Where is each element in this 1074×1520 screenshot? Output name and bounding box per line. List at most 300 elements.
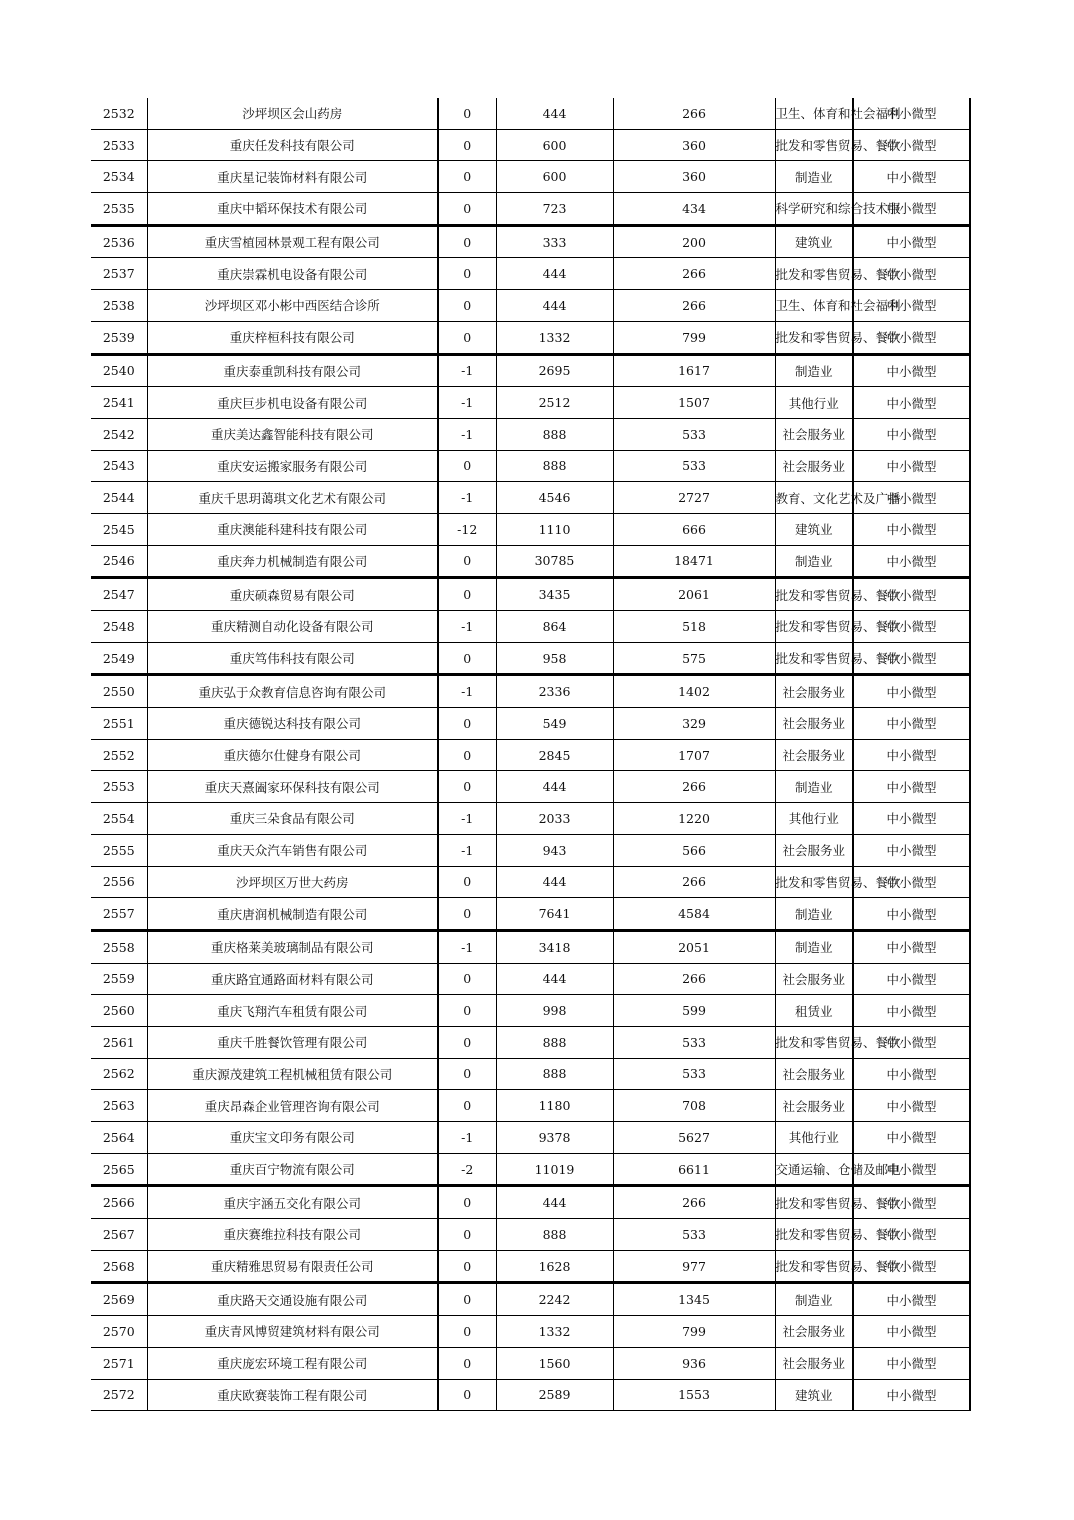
value-a-cell: 2589 — [496, 1379, 613, 1411]
change-count-cell: 0 — [438, 98, 496, 129]
change-count-cell: -1 — [438, 834, 496, 866]
value-b-cell: 266 — [613, 963, 775, 995]
company-name-cell: 重庆路天交通设施有限公司 — [147, 1283, 438, 1316]
value-a-cell: 444 — [496, 771, 613, 803]
industry-cell — [775, 642, 901, 675]
change-count-cell: -12 — [438, 513, 496, 545]
row-number-cell: 2567 — [91, 1219, 147, 1251]
table-row — [91, 545, 970, 578]
value-a-cell: 958 — [496, 642, 613, 675]
enterprise-size-cell: 中小微型 — [853, 129, 970, 161]
change-count-cell: 0 — [438, 739, 496, 771]
change-count-cell: 0 — [438, 578, 496, 611]
value-a-cell: 888 — [496, 450, 613, 482]
industry-cell — [775, 930, 853, 963]
row-number-cell: 2556 — [91, 866, 147, 898]
enterprise-size-cell: 中小微型 — [853, 1379, 970, 1411]
enterprise-size-cell: 中小微型 — [853, 1250, 970, 1283]
row-number-cell: 2563 — [91, 1090, 147, 1122]
company-name-cell: 重庆笃伟科技有限公司 — [147, 642, 438, 675]
change-count-cell: -1 — [438, 482, 496, 514]
industry-cell — [775, 450, 853, 482]
value-b-cell: 1617 — [613, 354, 775, 387]
value-a-cell: 1560 — [496, 1347, 613, 1379]
row-number-cell: 2553 — [91, 771, 147, 803]
value-b-cell: 5627 — [613, 1122, 775, 1154]
value-b-cell: 266 — [613, 866, 775, 898]
enterprise-size-cell: 中小微型 — [853, 1316, 970, 1348]
industry-text: 社会服务业 — [782, 1324, 845, 1340]
change-count-cell: 0 — [438, 1219, 496, 1251]
value-b-cell: 533 — [613, 450, 775, 482]
enterprise-size-cell: 中小微型 — [853, 995, 970, 1027]
table-row — [91, 1347, 970, 1379]
company-name-cell: 重庆千胜餐饮管理有限公司 — [147, 1026, 438, 1058]
industry-cell — [775, 1283, 853, 1316]
table-row — [91, 482, 970, 514]
industry-text: 批发和零售贸易、餐饮 — [775, 1035, 901, 1051]
value-a-cell: 888 — [496, 1219, 613, 1251]
value-b-cell: 666 — [613, 513, 775, 545]
value-a-cell: 7641 — [496, 898, 613, 931]
industry-cell — [775, 98, 901, 129]
change-count-cell: 0 — [438, 1283, 496, 1316]
enterprise-size-cell: 中小微型 — [853, 161, 970, 193]
table-row — [91, 898, 970, 931]
industry-cell — [775, 739, 853, 771]
industry-text: 批发和零售贸易、餐饮 — [775, 138, 901, 154]
company-name-cell: 重庆德锐达科技有限公司 — [147, 708, 438, 740]
value-b-cell: 533 — [613, 1058, 775, 1090]
company-name-cell: 重庆三朵食品有限公司 — [147, 803, 438, 835]
industry-cell — [775, 354, 853, 387]
industry-cell — [775, 258, 901, 290]
industry-text: 社会服务业 — [782, 1066, 845, 1082]
table-row — [91, 708, 970, 740]
value-a-cell: 1628 — [496, 1250, 613, 1283]
row-number-cell: 2564 — [91, 1122, 147, 1154]
enterprise-size-cell: 中小微型 — [853, 418, 970, 450]
industry-cell — [775, 803, 853, 835]
industry-text: 批发和零售贸易、餐饮 — [775, 651, 901, 667]
value-b-cell: 599 — [613, 995, 775, 1027]
industry-text: 批发和零售贸易、餐饮 — [775, 619, 901, 635]
change-count-cell: 0 — [438, 963, 496, 995]
industry-text: 批发和零售贸易、餐饮 — [775, 587, 901, 603]
enterprise-size-cell: 中小微型 — [853, 1347, 970, 1379]
company-name-cell: 重庆欧赛装饰工程有限公司 — [147, 1379, 438, 1411]
value-b-cell: 2051 — [613, 930, 775, 963]
company-name-cell: 沙坪坝区邓小彬中西医结合诊所 — [147, 290, 438, 322]
value-b-cell: 1507 — [613, 387, 775, 419]
company-name-cell: 重庆庞宏环境工程有限公司 — [147, 1347, 438, 1379]
company-name-cell: 重庆精雅思贸易有限责任公司 — [147, 1250, 438, 1283]
row-number-cell: 2539 — [91, 321, 147, 354]
company-name-cell: 重庆天众汽车销售有限公司 — [147, 834, 438, 866]
industry-cell — [775, 1058, 853, 1090]
row-number-cell: 2555 — [91, 834, 147, 866]
enterprise-size-cell: 中小微型 — [853, 1090, 970, 1122]
enterprise-size-cell: 中小微型 — [853, 482, 970, 514]
table-row — [91, 98, 970, 129]
industry-cell — [775, 1347, 853, 1379]
value-b-cell: 533 — [613, 418, 775, 450]
table-row — [91, 1026, 970, 1058]
company-name-cell: 重庆宇涵五交化有限公司 — [147, 1186, 438, 1219]
enterprise-size-cell: 中小微型 — [853, 225, 970, 258]
change-count-cell: -1 — [438, 354, 496, 387]
enterprise-size-cell: 中小微型 — [853, 803, 970, 835]
company-name-cell: 重庆赛维拉科技有限公司 — [147, 1219, 438, 1251]
table-row — [91, 771, 970, 803]
industry-text: 制造业 — [794, 1292, 833, 1308]
value-a-cell: 3435 — [496, 578, 613, 611]
company-name-cell: 重庆巨步机电设备有限公司 — [147, 387, 438, 419]
industry-text: 建筑业 — [794, 235, 833, 251]
row-number-cell: 2547 — [91, 578, 147, 611]
value-b-cell: 266 — [613, 1186, 775, 1219]
industry-text: 卫生、体育和社会福利 — [775, 106, 901, 122]
value-a-cell: 888 — [496, 418, 613, 450]
value-b-cell: 799 — [613, 1316, 775, 1348]
table-row — [91, 1283, 970, 1316]
industry-text: 批发和零售贸易、餐饮 — [775, 1195, 901, 1211]
industry-text: 社会服务业 — [782, 427, 845, 443]
table-row — [91, 739, 970, 771]
table-row — [91, 963, 970, 995]
enterprise-size-cell: 中小微型 — [853, 321, 970, 354]
company-name-cell: 重庆梓桓科技有限公司 — [147, 321, 438, 354]
table-row — [91, 1186, 970, 1219]
industry-cell — [775, 1122, 853, 1154]
row-number-cell: 2572 — [91, 1379, 147, 1411]
enterprise-size-cell: 中小微型 — [853, 642, 970, 675]
industry-text: 其他行业 — [788, 811, 839, 827]
row-number-cell: 2542 — [91, 418, 147, 450]
industry-text: 其他行业 — [788, 1130, 839, 1146]
change-count-cell: 0 — [438, 866, 496, 898]
change-count-cell: -1 — [438, 675, 496, 708]
table-row — [91, 1058, 970, 1090]
change-count-cell: -1 — [438, 1122, 496, 1154]
enterprise-size-cell: 中小微型 — [853, 387, 970, 419]
table-row — [91, 1122, 970, 1154]
industry-text: 社会服务业 — [782, 458, 845, 474]
industry-cell — [775, 161, 853, 193]
industry-cell — [775, 611, 901, 643]
value-a-cell: 30785 — [496, 545, 613, 578]
company-name-cell: 重庆崇霖机电设备有限公司 — [147, 258, 438, 290]
industry-cell — [775, 1186, 901, 1219]
table-row — [91, 1219, 970, 1251]
industry-cell — [775, 771, 853, 803]
change-count-cell: 0 — [438, 1347, 496, 1379]
enterprise-size-cell: 中小微型 — [853, 98, 970, 129]
value-b-cell: 6611 — [613, 1153, 775, 1186]
company-name-cell: 重庆澳能科建科技有限公司 — [147, 513, 438, 545]
industry-cell — [775, 1219, 901, 1251]
row-number-cell: 2570 — [91, 1316, 147, 1348]
company-name-cell: 重庆中韬环保技术有限公司 — [147, 193, 438, 226]
value-a-cell: 11019 — [496, 1153, 613, 1186]
change-count-cell: 0 — [438, 1090, 496, 1122]
value-b-cell: 566 — [613, 834, 775, 866]
table-row — [91, 321, 970, 354]
spreadsheet-page — [91, 98, 970, 1411]
value-b-cell: 2727 — [613, 482, 775, 514]
change-count-cell: -1 — [438, 803, 496, 835]
value-a-cell: 333 — [496, 225, 613, 258]
change-count-cell: 0 — [438, 708, 496, 740]
enterprise-size-cell: 中小微型 — [853, 675, 970, 708]
industry-text: 社会服务业 — [782, 843, 845, 859]
industry-cell — [775, 834, 853, 866]
row-number-cell: 2565 — [91, 1153, 147, 1186]
enterprise-size-cell: 中小微型 — [853, 898, 970, 931]
company-name-cell: 重庆安运搬家服务有限公司 — [147, 450, 438, 482]
value-a-cell: 723 — [496, 193, 613, 226]
value-a-cell: 2033 — [496, 803, 613, 835]
value-b-cell: 533 — [613, 1219, 775, 1251]
value-b-cell: 360 — [613, 161, 775, 193]
industry-text: 建筑业 — [794, 1387, 833, 1403]
enterprise-size-cell: 中小微型 — [853, 866, 970, 898]
table-row — [91, 193, 970, 226]
table-row — [91, 866, 970, 898]
value-a-cell: 2845 — [496, 739, 613, 771]
table-row — [91, 354, 970, 387]
industry-text: 卫生、体育和社会福利 — [775, 298, 901, 314]
change-count-cell: 0 — [438, 1026, 496, 1058]
enterprise-size-cell: 中小微型 — [853, 354, 970, 387]
change-count-cell: 0 — [438, 193, 496, 226]
company-name-cell: 重庆任发科技有限公司 — [147, 129, 438, 161]
change-count-cell: 0 — [438, 1316, 496, 1348]
change-count-cell: 0 — [438, 290, 496, 322]
industry-cell — [775, 675, 853, 708]
company-name-cell: 沙坪坝区万世大药房 — [147, 866, 438, 898]
table-row — [91, 642, 970, 675]
row-number-cell: 2560 — [91, 995, 147, 1027]
enterprise-size-cell: 中小微型 — [853, 771, 970, 803]
table-row — [91, 258, 970, 290]
row-number-cell: 2569 — [91, 1283, 147, 1316]
value-b-cell: 518 — [613, 611, 775, 643]
row-number-cell: 2537 — [91, 258, 147, 290]
value-a-cell: 2512 — [496, 387, 613, 419]
value-a-cell: 888 — [496, 1026, 613, 1058]
value-a-cell: 549 — [496, 708, 613, 740]
row-number-cell: 2558 — [91, 930, 147, 963]
table-row — [91, 1316, 970, 1348]
industry-text: 租赁业 — [794, 1003, 833, 1019]
enterprise-size-cell: 中小微型 — [853, 1186, 970, 1219]
industry-text: 社会服务业 — [782, 1356, 845, 1372]
enterprise-size-cell: 中小微型 — [853, 1058, 970, 1090]
row-number-cell: 2548 — [91, 611, 147, 643]
change-count-cell: 0 — [438, 1379, 496, 1411]
enterprise-size-cell: 中小微型 — [853, 1026, 970, 1058]
enterprise-size-cell: 中小微型 — [853, 739, 970, 771]
table-row — [91, 675, 970, 708]
table-row — [91, 611, 970, 643]
value-a-cell: 600 — [496, 129, 613, 161]
table-row — [91, 513, 970, 545]
industry-text: 其他行业 — [788, 395, 839, 411]
value-a-cell: 600 — [496, 161, 613, 193]
enterprise-size-cell: 中小微型 — [853, 611, 970, 643]
company-name-cell: 重庆精测自动化设备有限公司 — [147, 611, 438, 643]
company-name-cell: 重庆雪植园林景观工程有限公司 — [147, 225, 438, 258]
value-b-cell: 977 — [613, 1250, 775, 1283]
value-b-cell: 434 — [613, 193, 775, 226]
industry-text: 社会服务业 — [782, 716, 845, 732]
enterprise-table — [91, 98, 971, 1411]
industry-cell — [775, 963, 853, 995]
change-count-cell: 0 — [438, 321, 496, 354]
industry-cell — [775, 418, 853, 450]
industry-text: 制造业 — [794, 169, 833, 185]
industry-text: 教育、文化艺术及广播 — [775, 490, 901, 506]
change-count-cell: 0 — [438, 258, 496, 290]
value-b-cell: 1345 — [613, 1283, 775, 1316]
value-b-cell: 1402 — [613, 675, 775, 708]
table-row — [91, 803, 970, 835]
industry-cell — [775, 1250, 901, 1283]
enterprise-size-cell: 中小微型 — [853, 450, 970, 482]
value-b-cell: 266 — [613, 771, 775, 803]
value-a-cell: 2242 — [496, 1283, 613, 1316]
value-b-cell: 18471 — [613, 545, 775, 578]
industry-text: 批发和零售贸易、餐饮 — [775, 1259, 901, 1275]
value-a-cell: 4546 — [496, 482, 613, 514]
value-a-cell: 444 — [496, 290, 613, 322]
company-name-cell: 重庆青风博贸建筑材料有限公司 — [147, 1316, 438, 1348]
company-name-cell: 重庆星记装饰材料有限公司 — [147, 161, 438, 193]
company-name-cell: 重庆路宜通路面材料有限公司 — [147, 963, 438, 995]
value-a-cell: 444 — [496, 1186, 613, 1219]
change-count-cell: 0 — [438, 161, 496, 193]
table-row — [91, 1379, 970, 1411]
table-row — [91, 129, 970, 161]
company-name-cell: 重庆格莱美玻璃制品有限公司 — [147, 930, 438, 963]
row-number-cell: 2532 — [91, 98, 147, 129]
row-number-cell: 2562 — [91, 1058, 147, 1090]
change-count-cell: 0 — [438, 1058, 496, 1090]
industry-text: 批发和零售贸易、餐饮 — [775, 1227, 901, 1243]
industry-text: 建筑业 — [794, 522, 833, 538]
industry-cell — [775, 387, 853, 419]
table-row — [91, 225, 970, 258]
industry-text: 制造业 — [794, 363, 833, 379]
change-count-cell: 0 — [438, 129, 496, 161]
row-number-cell: 2559 — [91, 963, 147, 995]
value-a-cell: 998 — [496, 995, 613, 1027]
value-a-cell: 444 — [496, 98, 613, 129]
row-number-cell: 2546 — [91, 545, 147, 578]
enterprise-size-cell: 中小微型 — [853, 545, 970, 578]
value-a-cell: 1180 — [496, 1090, 613, 1122]
row-number-cell: 2568 — [91, 1250, 147, 1283]
industry-text: 社会服务业 — [782, 971, 845, 987]
enterprise-size-cell: 中小微型 — [853, 1122, 970, 1154]
company-name-cell: 重庆德尔仕健身有限公司 — [147, 739, 438, 771]
enterprise-size-cell: 中小微型 — [853, 708, 970, 740]
change-count-cell: -1 — [438, 387, 496, 419]
value-a-cell: 2336 — [496, 675, 613, 708]
row-number-cell: 2533 — [91, 129, 147, 161]
table-row — [91, 834, 970, 866]
value-b-cell: 936 — [613, 1347, 775, 1379]
row-number-cell: 2561 — [91, 1026, 147, 1058]
value-b-cell: 1553 — [613, 1379, 775, 1411]
company-name-cell: 重庆宝文印务有限公司 — [147, 1122, 438, 1154]
value-a-cell: 1332 — [496, 1316, 613, 1348]
value-b-cell: 575 — [613, 642, 775, 675]
table-row — [91, 1153, 970, 1186]
row-number-cell: 2554 — [91, 803, 147, 835]
industry-text: 社会服务业 — [782, 684, 845, 700]
industry-cell — [775, 321, 901, 354]
value-b-cell: 1707 — [613, 739, 775, 771]
row-number-cell: 2544 — [91, 482, 147, 514]
change-count-cell: -1 — [438, 930, 496, 963]
value-a-cell: 864 — [496, 611, 613, 643]
table-body — [91, 98, 970, 1411]
company-name-cell: 重庆弘于众教育信息咨询有限公司 — [147, 675, 438, 708]
table-row — [91, 387, 970, 419]
company-name-cell: 重庆美达鑫智能科技有限公司 — [147, 418, 438, 450]
company-name-cell: 重庆奔力机械制造有限公司 — [147, 545, 438, 578]
industry-text: 制造业 — [794, 779, 833, 795]
row-number-cell: 2552 — [91, 739, 147, 771]
company-name-cell: 重庆泰重凯科技有限公司 — [147, 354, 438, 387]
table-row — [91, 450, 970, 482]
table-row — [91, 161, 970, 193]
row-number-cell: 2538 — [91, 290, 147, 322]
value-a-cell: 3418 — [496, 930, 613, 963]
company-name-cell: 重庆千思玥蔼琪文化艺术有限公司 — [147, 482, 438, 514]
industry-cell — [775, 1153, 901, 1186]
enterprise-size-cell: 中小微型 — [853, 1219, 970, 1251]
industry-cell — [775, 898, 853, 931]
value-a-cell: 444 — [496, 258, 613, 290]
value-a-cell: 2695 — [496, 354, 613, 387]
table-row — [91, 290, 970, 322]
industry-text: 社会服务业 — [782, 748, 845, 764]
industry-cell — [775, 129, 901, 161]
company-name-cell: 沙坪坝区会山药房 — [147, 98, 438, 129]
row-number-cell: 2566 — [91, 1186, 147, 1219]
enterprise-size-cell: 中小微型 — [853, 963, 970, 995]
row-number-cell: 2571 — [91, 1347, 147, 1379]
value-a-cell: 943 — [496, 834, 613, 866]
industry-cell — [775, 1026, 901, 1058]
table-row — [91, 1090, 970, 1122]
change-count-cell: 0 — [438, 771, 496, 803]
enterprise-size-cell: 中小微型 — [853, 1153, 970, 1186]
value-b-cell: 533 — [613, 1026, 775, 1058]
company-name-cell: 重庆唐润机械制造有限公司 — [147, 898, 438, 931]
company-name-cell: 重庆硕森贸易有限公司 — [147, 578, 438, 611]
change-count-cell: 0 — [438, 995, 496, 1027]
company-name-cell: 重庆源茂建筑工程机械租赁有限公司 — [147, 1058, 438, 1090]
change-count-cell: 0 — [438, 450, 496, 482]
company-name-cell: 重庆飞翔汽车租赁有限公司 — [147, 995, 438, 1027]
value-b-cell: 360 — [613, 129, 775, 161]
industry-text: 制造业 — [794, 906, 833, 922]
industry-cell — [775, 225, 853, 258]
